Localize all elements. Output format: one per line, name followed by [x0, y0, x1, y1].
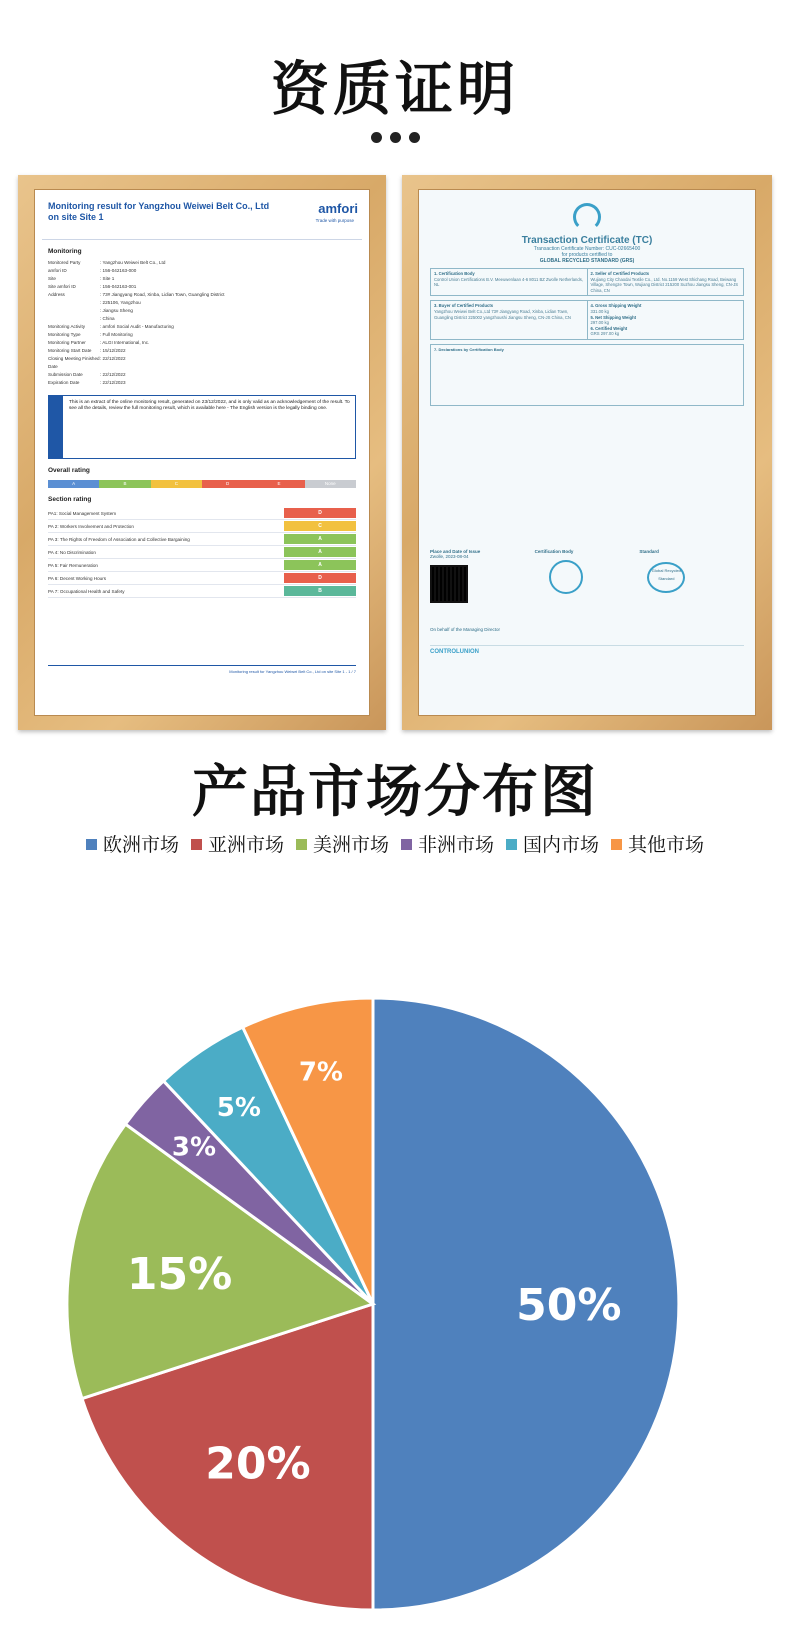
legend-item	[506, 830, 599, 857]
overall-rating-scale	[48, 480, 356, 488]
overall-rating-heading: Overall rating	[48, 467, 90, 474]
section-rating-label: PA1: Social Management System	[48, 510, 117, 516]
tc-standard: GLOBAL RECYCLED STANDARD (GRS)	[539, 258, 635, 264]
monitoring-field-value: : 73# Jiangyang Road, Xinba, Lidian Town, Guangling District	[100, 292, 225, 297]
legend-swatch	[296, 839, 307, 850]
monitoring-field-key: Site amfori ID	[48, 284, 76, 289]
section-rating-label: PA 3: The Rights of Freedom of Association and Collective Bargaining	[48, 536, 190, 542]
section-rating-heading: Section rating	[48, 496, 92, 503]
legend-label: 非洲市场	[418, 834, 495, 856]
monitoring-field	[48, 331, 362, 339]
section-rating-label: PA 5: Fair Remuneration	[48, 562, 98, 568]
buyer-label: 3. Buyer of Certified Products	[434, 303, 494, 309]
section-grade-badge: A	[284, 560, 356, 570]
certification-body-label: Certification Body	[534, 549, 574, 554]
monitoring-field-key: Expiration Date	[48, 380, 80, 385]
monitoring-field	[48, 307, 362, 315]
monitoring-field	[48, 299, 362, 307]
monitoring-field	[48, 267, 362, 275]
monitoring-field-value: : Site 1	[100, 276, 115, 281]
place-date-value: Zwolle, 2023-08-04	[430, 554, 469, 559]
monitoring-field-key: Monitoring Activity	[48, 324, 86, 329]
section-grade-badge: A	[284, 534, 356, 544]
amfori-certificate	[34, 189, 370, 716]
monitoring-field-key: Monitoring Start Date	[48, 348, 92, 353]
market-pie-chart	[0, 880, 790, 1650]
monitoring-field-value: : China	[100, 316, 115, 321]
amfori-doc-title: Monitoring result for Yangzhou Weiwei Belt Co., Ltd on site Site 1	[48, 201, 270, 222]
amfori-logo: amfori	[318, 201, 358, 216]
gross-weight-value: 331.00 kg	[590, 308, 609, 314]
legend-label: 美洲市场	[312, 834, 389, 856]
legend-label: 其他市场	[628, 834, 705, 856]
monitoring-field	[48, 283, 362, 291]
grs-logo: Global Recycled Standard	[647, 562, 685, 593]
section-grade-badge: B	[284, 586, 356, 596]
monitoring-field-value: : 22/12/2023	[100, 380, 126, 385]
section-rating-label: PA 6: Decent Working Hours	[48, 575, 107, 581]
signed-on-behalf: On behalf of the Managing Director	[430, 627, 501, 632]
section-rating-row	[48, 585, 356, 598]
monitoring-field-value: : Full Monitoring	[100, 332, 133, 337]
legend-item	[296, 830, 389, 857]
monitoring-field	[48, 371, 362, 379]
monitoring-heading: Monitoring	[48, 248, 82, 255]
monitoring-field	[48, 315, 362, 323]
monitoring-field-value: : amfori Social Audit - Manufacturing	[100, 324, 174, 329]
legend-label: 国内市场	[523, 834, 600, 856]
section-rating-table	[42, 507, 362, 598]
pie-slice-label: 7%	[298, 1057, 344, 1088]
section-rating-row	[48, 572, 356, 585]
standard-label: Standard	[639, 549, 659, 554]
info-icon	[49, 396, 63, 458]
gross-weight-label: 4. Gross Shipping Weight	[590, 303, 642, 309]
monitoring-field-key: amfori ID	[48, 268, 67, 273]
rating-scale-cell: D	[202, 480, 253, 488]
seller-label: 2. Seller of Certified Products	[590, 271, 650, 276]
monitoring-field	[48, 355, 362, 371]
qualification-title: 资质证明	[270, 55, 519, 123]
section-rating-row	[48, 533, 356, 546]
section-rating-label: PA 4: No Discrimination	[48, 549, 96, 555]
pie-slice-label: 3%	[171, 1132, 217, 1163]
tc-title: Transaction Certificate (TC)	[521, 235, 653, 246]
legend-item	[401, 830, 494, 857]
seller-value: Wujiang City Chaodai Textile Co., Ltd. No.1159 West Shichang Road, Beiwang Village, Shengze Town, Wujiang District 215200 Suzhou Jiangsu Sheng, CN-JS China, CN	[590, 276, 739, 293]
section-rating-label: PA 2: Workers Involvement and Protection	[48, 523, 134, 529]
controlunion-footer-logo: CONTROLUNION	[430, 645, 744, 655]
section-grade-badge: D	[284, 573, 356, 583]
cert-body-label: 1. Certification Body	[434, 271, 475, 276]
monitoring-field-value: : 156-042163-000	[100, 268, 137, 273]
chart-legend	[0, 830, 790, 857]
certified-weight-label: 6. Certified Weight	[590, 325, 628, 331]
monitoring-field-key	[48, 299, 100, 307]
certificate-frame-left	[18, 175, 386, 730]
pie-slice-label: 20%	[205, 1438, 311, 1490]
section-grade-badge: D	[284, 508, 356, 518]
legend-swatch	[86, 839, 97, 850]
certified-weight-value: GRS 297.00 kg	[590, 331, 620, 337]
rating-scale-cell: E	[253, 480, 304, 488]
monitoring-field-value: : 156-042163-001	[100, 284, 137, 289]
pie-slice-label: 5%	[216, 1092, 261, 1123]
monitoring-field-key	[48, 307, 100, 315]
rating-scale-cell: A	[48, 480, 99, 488]
certificate-frame-right	[402, 175, 772, 730]
legend-item	[191, 830, 284, 857]
cert-body-value: Control Union Certifications B.V. Meeuwenlaan 4-6 8011 BZ Zwolle Netherlands, NL	[434, 276, 583, 288]
net-weight-value: 297.00 kg	[590, 320, 609, 326]
monitoring-field	[48, 275, 362, 283]
rating-scale-cell: None	[305, 480, 356, 488]
monitoring-field-value: : Yangzhou Weiwei Belt Co., Ltd	[100, 260, 166, 265]
monitoring-field	[48, 323, 362, 331]
monitoring-field	[48, 291, 362, 299]
net-weight-label: 5. Net Shipping Weight	[590, 314, 637, 320]
legend-swatch	[191, 839, 202, 850]
monitoring-field-value: : ALGI International, Inc.	[100, 340, 150, 345]
monitoring-field-value: : 22/12/2022	[100, 356, 126, 361]
legend-item	[611, 830, 704, 857]
buyer-value: Yangzhou Weiwei Belt Co.,Ltd 73# Jiangyang Road, Xinba, Lidian Town, Guangling District 225002 yangzhoushi Jiangsu Sheng, CN-JS China, CN	[434, 308, 571, 320]
certification-seal-icon	[549, 560, 583, 594]
qr-code-icon	[430, 565, 468, 603]
legend-label: 欧洲市场	[102, 834, 179, 856]
legend-swatch	[506, 839, 517, 850]
pie-slice-label: 50%	[516, 1279, 622, 1331]
control-union-logo-icon	[573, 203, 601, 231]
monitoring-field-value: : 15/12/2022	[100, 348, 126, 353]
amfori-tagline: Trade with purpose	[315, 218, 354, 223]
monitoring-fields	[42, 259, 362, 387]
amfori-doc-footer: Monitoring result for Yangzhou Weiwei Belt Co., Ltd on site Site 1 - 1 / 7	[48, 665, 356, 674]
monitoring-field	[48, 259, 362, 267]
monitoring-field-key: Address	[48, 292, 65, 297]
transaction-certificate	[418, 189, 756, 716]
section-rating-row	[48, 546, 356, 559]
section-rating-row	[48, 520, 356, 533]
monitoring-field-value: : 22/12/2022	[100, 372, 126, 377]
extract-notice	[48, 395, 356, 459]
section-rating-row	[48, 559, 356, 572]
monitoring-field-key	[48, 315, 100, 323]
section-dots	[0, 128, 790, 147]
declarations-label: 7. Declarations by Certification Body	[434, 346, 504, 352]
monitoring-field	[48, 379, 362, 387]
legend-item	[86, 830, 179, 857]
pie-slice-label: 15%	[126, 1249, 233, 1301]
legend-swatch	[611, 839, 622, 850]
extract-notice-text: This is an extract of the online monitoring result, generated on 23/12/2022, and is only valid as an acknowledgement of the result. To see all the details, review the full monitoring result, which is available here - The English version is the legally binding one.	[69, 400, 350, 411]
legend-swatch	[401, 839, 412, 850]
monitoring-field-value: : Jiangsu Sheng	[100, 308, 133, 313]
rating-scale-cell: C	[151, 480, 202, 488]
monitoring-field-key: Monitoring Type	[48, 332, 81, 337]
monitoring-field-key: Monitored Party	[48, 260, 81, 265]
monitoring-field	[48, 339, 362, 347]
rating-scale-cell: B	[99, 480, 150, 488]
monitoring-field-value: : 225106, Yangzhou	[100, 300, 141, 305]
monitoring-field-key: Submission Date	[48, 372, 83, 377]
monitoring-field-key: Closing Meeting Finished Date	[48, 356, 100, 369]
tc-number: Transaction Certificate Number: CUC-02665400	[533, 246, 641, 252]
market-chart-title: 产品市场分布图	[192, 760, 598, 825]
section-rating-label: PA 7: Occupational Health and Safety	[48, 588, 125, 594]
place-date-label: Place and Date of Issue	[430, 549, 481, 554]
monitoring-field-key: Monitoring Partner	[48, 340, 86, 345]
monitoring-field-key: Site	[48, 276, 56, 281]
section-grade-badge: C	[284, 521, 356, 531]
monitoring-field	[48, 347, 362, 355]
legend-label: 亚洲市场	[207, 834, 284, 856]
section-rating-row	[48, 507, 356, 520]
tc-for-products: for products certified to	[561, 252, 613, 258]
section-grade-badge: A	[284, 547, 356, 557]
